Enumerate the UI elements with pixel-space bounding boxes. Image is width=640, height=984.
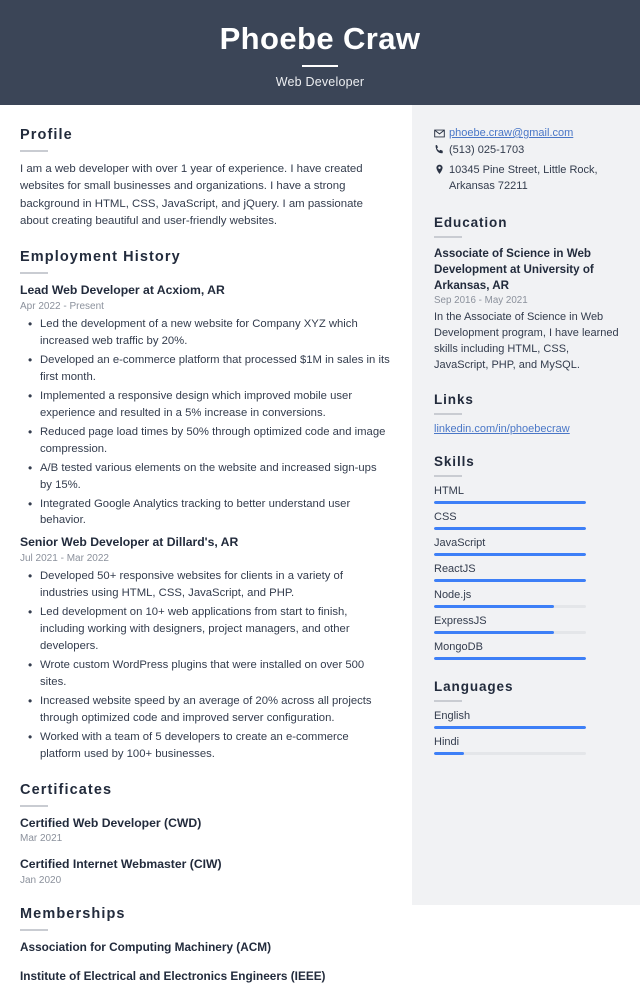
memberships-heading: Memberships (20, 906, 126, 923)
contact-section (434, 127, 622, 195)
membership-item: Association for Computing Machinery (ACM) (20, 940, 272, 955)
certificate-title: Certified Internet Webmaster (CIW) (20, 857, 222, 872)
skill-label: CSS (434, 511, 457, 524)
links-heading: Links (434, 392, 474, 408)
certificate-date: Mar 2021 (20, 833, 63, 845)
envelope-icon (434, 127, 449, 139)
heading-rule (434, 236, 462, 238)
job-bullets (20, 568, 390, 762)
skill-bar-track (434, 605, 586, 608)
skill-bar-fill (434, 631, 554, 634)
job-bullet: • Wrote custom WordPress plugins that were installed on over 500 sites. (40, 657, 390, 691)
skill-bar-fill (434, 657, 586, 660)
skill-bar-fill (434, 553, 586, 556)
language-bar-track (434, 726, 586, 729)
job-bullet: • Led the development of a new website for Company XYZ which increased web traffic by 20%. (40, 316, 390, 350)
education-section (434, 215, 622, 374)
job-bullet: • Developed 50+ responsive websites for clients in a variety of industries using HTML, CSS, JavaScript, and PHP. (40, 568, 390, 602)
heading-rule (20, 805, 48, 807)
heading-rule (434, 475, 462, 477)
skill-item (434, 641, 622, 660)
job-title: Lead Web Developer at Acxiom, AR (20, 283, 225, 298)
language-item (434, 736, 622, 755)
skill-bar-fill (434, 579, 586, 582)
skill-bar-fill (434, 605, 554, 608)
address-text: 10345 Pine Street, Little Rock, Arkansas 72211 (449, 163, 598, 192)
skills-heading: Skills (434, 454, 475, 470)
certificate-entry (20, 816, 390, 846)
languages-section (434, 679, 622, 755)
heading-rule (20, 150, 48, 152)
skill-bar-track (434, 553, 586, 556)
link-row (434, 423, 622, 435)
profile-text: I am a web developer with over 1 year of experience. I have created websites for small businesses and organizations. I have a strong background in HTML, CSS, JavaScript, and jQuery. I am passionate about creating beautiful and user-friendly websites. (20, 163, 363, 227)
job-bullets (20, 316, 390, 529)
certificate-date: Jan 2020 (20, 875, 62, 887)
main-column (0, 105, 412, 983)
certificates-section (20, 782, 390, 888)
language-label: Hindi (434, 736, 460, 749)
skills-section (434, 454, 622, 660)
skill-bar-fill (434, 527, 586, 530)
job-title: Senior Web Developer at Dillard's, AR (20, 535, 239, 550)
skill-bar-fill (434, 501, 586, 504)
job-bullet: • A/B tested various elements on the website and increased sign-ups by 15%. (40, 460, 390, 494)
profile-heading: Profile (20, 127, 73, 143)
languages-heading: Languages (434, 679, 514, 695)
skill-label: MongoDB (434, 641, 483, 654)
location-pin-icon (434, 163, 449, 175)
contact-address-row (434, 163, 622, 195)
skill-bar-track (434, 631, 586, 634)
skill-label: ReactJS (434, 563, 476, 576)
language-item (434, 710, 622, 729)
profile-section (20, 127, 390, 230)
candidate-name: Phoebe Craw (219, 20, 421, 56)
certificate-entry (20, 857, 390, 887)
skill-bar-track (434, 501, 586, 504)
email-link[interactable]: phoebe.craw@gmail.com (449, 127, 574, 139)
membership-item: Institute of Electrical and Electronics Engineers (IEEE) (20, 968, 326, 983)
phone-text: (513) 025-1703 (449, 144, 525, 156)
education-degree: Associate of Science in Web Development at University of Arkansas, AR (434, 246, 594, 292)
language-bar-track (434, 752, 586, 755)
skill-item (434, 589, 622, 608)
links-section (434, 392, 622, 435)
job-bullet: • Implemented a responsive design which improved mobile user experience and resulted in a 5% increase in conversions. (40, 388, 390, 422)
skill-item (434, 485, 622, 504)
language-label: English (434, 710, 471, 723)
job-entry (20, 283, 390, 529)
job-date: Apr 2022 - Present (20, 301, 104, 313)
skill-bar-track (434, 579, 586, 582)
certificates-heading: Certificates (20, 781, 113, 798)
contact-phone-row (434, 143, 622, 159)
resume-body (0, 105, 640, 983)
job-entry (20, 535, 390, 762)
job-bullet: • Worked with a team of 5 developers to create an e-commerce platform used by 100+ businesses. (40, 729, 390, 763)
education-date: Sep 2016 - May 2021 (434, 294, 528, 306)
linkedin-link[interactable]: linkedin.com/in/phoebecraw (434, 423, 570, 436)
language-bar-fill (434, 752, 464, 755)
heading-rule (434, 413, 462, 415)
skill-label: Node.js (434, 589, 472, 602)
sidebar-column (412, 105, 640, 905)
header-divider (302, 65, 338, 67)
skill-bar-track (434, 657, 586, 660)
skill-label: HTML (434, 485, 464, 498)
education-description: In the Associate of Science in Web Development program, I have learned skills including HTML, CSS, JavaScript, PHP, and MySQL. (434, 310, 619, 372)
education-heading: Education (434, 214, 508, 230)
job-date: Jul 2021 - Mar 2022 (20, 553, 109, 565)
skill-item (434, 511, 622, 530)
resume-header (0, 0, 640, 105)
job-bullet: • Increased website speed by an average of 20% across all projects through optimized code and improved server configuration. (40, 693, 390, 727)
language-bar-fill (434, 726, 586, 729)
heading-rule (20, 929, 48, 931)
employment-section (20, 249, 390, 762)
candidate-job-title: Web Developer (275, 75, 365, 90)
job-bullet: • Integrated Google Analytics tracking to better understand user behavior. (40, 496, 390, 530)
skill-item (434, 537, 622, 556)
skill-item (434, 615, 622, 634)
skill-item (434, 563, 622, 582)
heading-rule (434, 700, 462, 702)
job-bullet: • Led development on 10+ web applications from start to finish, including working with designers, project managers, and other developers. (40, 604, 390, 655)
contact-email-row (434, 127, 622, 139)
skill-label: ExpressJS (434, 615, 487, 628)
memberships-section (20, 906, 390, 984)
job-bullet: • Reduced page load times by 50% through optimized code and image compression. (40, 424, 390, 458)
phone-icon (434, 143, 449, 155)
heading-rule (20, 272, 48, 274)
job-bullet: • Developed an e-commerce platform that processed $1M in sales in its first month. (40, 352, 390, 386)
skill-bar-track (434, 527, 586, 530)
certificate-title: Certified Web Developer (CWD) (20, 815, 202, 830)
skill-label: JavaScript (434, 537, 486, 550)
employment-heading: Employment History (20, 249, 181, 266)
